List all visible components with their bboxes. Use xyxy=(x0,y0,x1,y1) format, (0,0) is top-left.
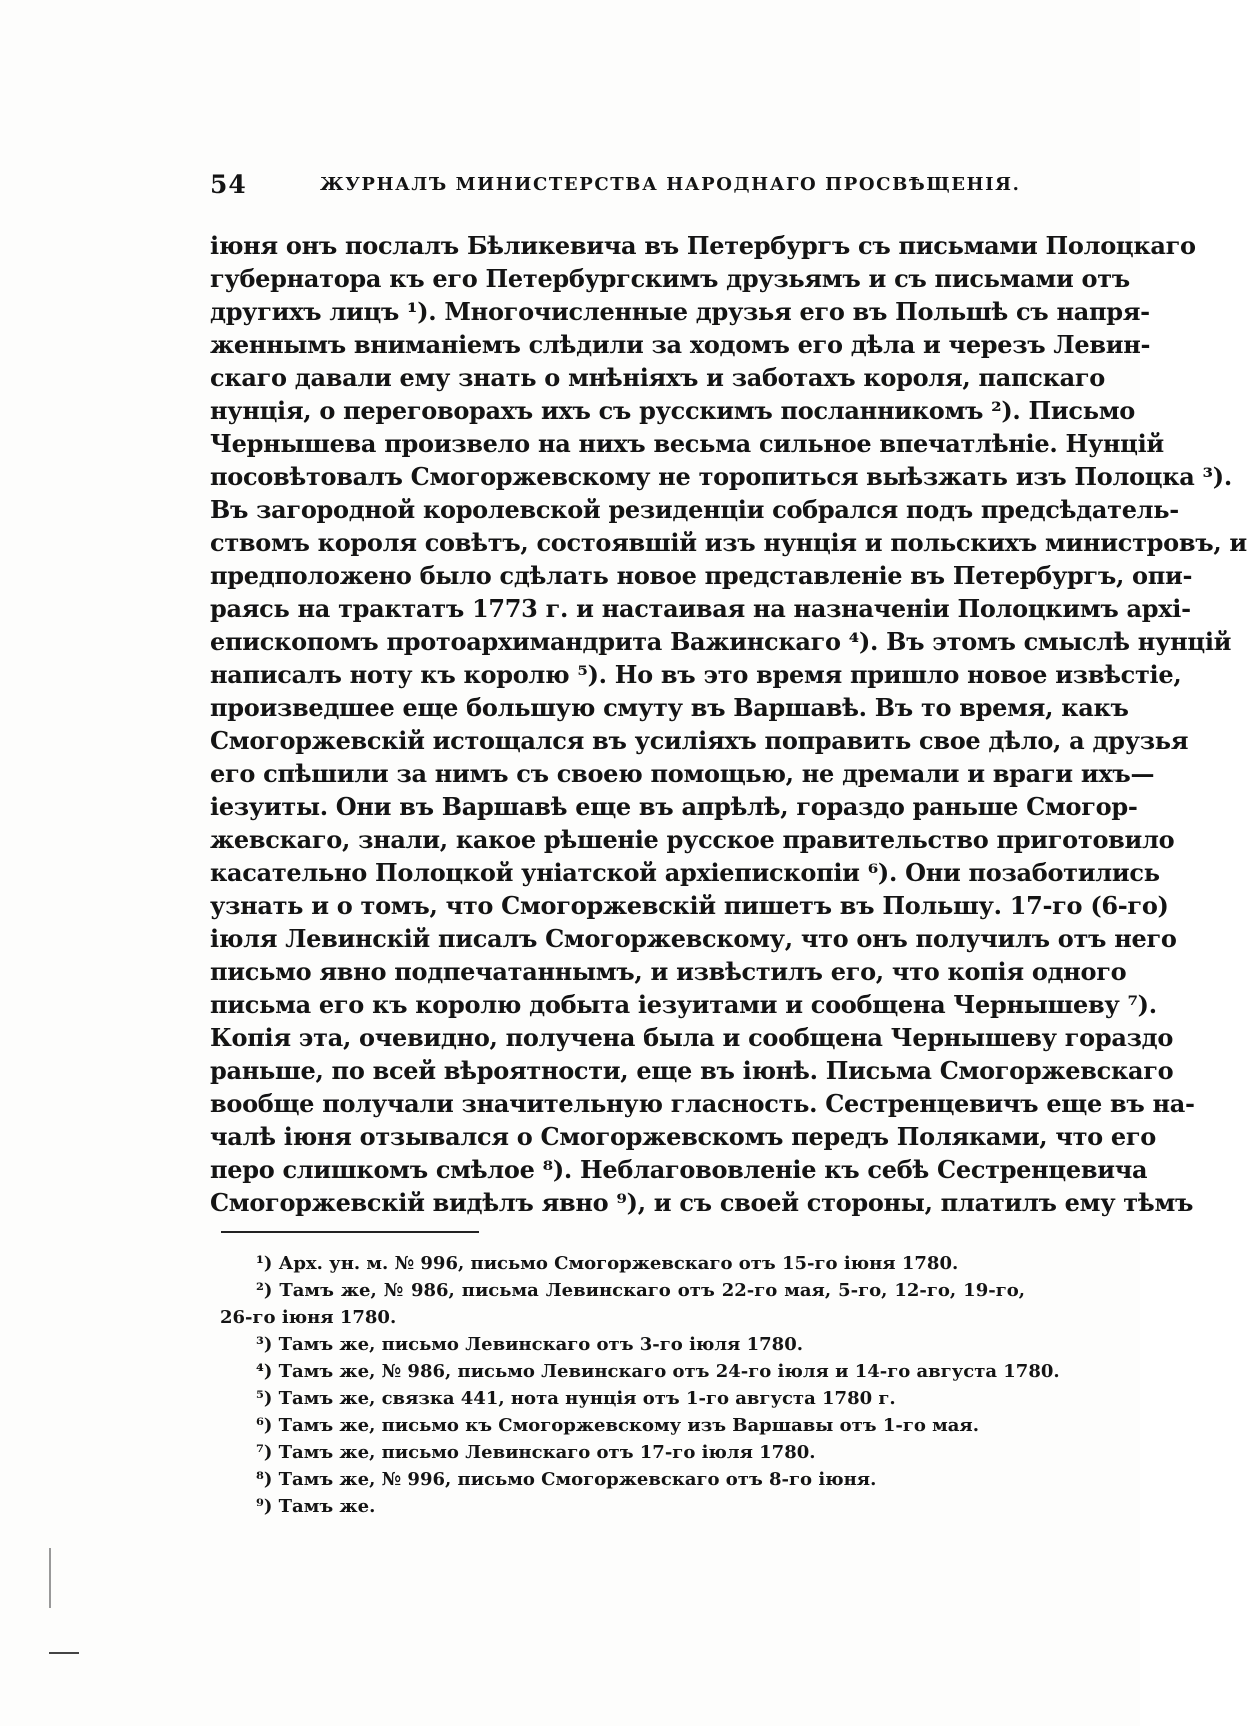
page-number: 54 xyxy=(210,170,247,199)
text-line: предположено было сдѣлать новое представленіе въ Петербургъ, опи- xyxy=(210,561,1193,590)
text-line: ствомъ короля совѣтъ, состоявшій изъ нунція и польскихъ министровъ, и xyxy=(210,528,1247,557)
text-line: Въ загородной королевской резиденціи собрался подъ предсѣдатель- xyxy=(210,495,1179,524)
page-header xyxy=(210,170,1025,206)
footnote-1: ¹) Арх. ун. м. № 996, письмо Смогоржевскаго отъ 15-го іюня 1780. xyxy=(256,1253,959,1274)
text-line: нунція, о переговорахъ ихъ съ русскимъ посланникомъ ²). Письмо xyxy=(210,396,1135,425)
text-line: узнать и о томъ, что Смогоржевскій пишетъ въ Польшу. 17-го (6-го) xyxy=(210,891,1169,920)
footnotes xyxy=(220,1250,1060,1520)
footnote-4: ⁴) Тамъ же, № 986, письмо Левинскаго отъ 24-го іюля и 14-го августа 1780. xyxy=(256,1361,1060,1382)
text-line: перо слишкомъ смѣлое ⁸). Неблагововленіе къ себѣ Сестренцевича xyxy=(210,1155,1148,1184)
footnote-8: ⁸) Тамъ же, № 996, письмо Смогоржевскаго отъ 8-го іюня. xyxy=(256,1469,877,1490)
text-line: чалѣ іюня отзывался о Смогоржевскомъ передъ Поляками, что его xyxy=(210,1122,1157,1151)
text-line: раясь на трактатъ 1773 г. и настаивая на назначеніи Полоцкимъ архі- xyxy=(210,594,1191,623)
text-line: іюля Левинскій писалъ Смогоржевскому, что онъ получилъ отъ него xyxy=(210,924,1177,953)
text-line: Чернышева произвело на нихъ весьма сильное впечатлѣніе. Нунцій xyxy=(210,429,1164,458)
text-line: жевскаго, знали, какое рѣшеніе русское правительство приготовило xyxy=(210,825,1175,854)
footnote-divider xyxy=(221,1231,479,1233)
text-line: касательно Полоцкой уніатской архіепископіи ⁶). Они позаботились xyxy=(210,858,1160,887)
footnote-5: ⁵) Тамъ же, связка 441, нота нунція отъ 1-го августа 1780 г. xyxy=(256,1388,896,1409)
scan-margin-mark xyxy=(49,1548,51,1608)
text-line: Смогоржевскій истощался въ усиліяхъ поправить свое дѣло, а друзья xyxy=(210,726,1189,755)
text-line: епископомъ протоархимандрита Важинскаго ⁴). Въ этомъ смыслѣ нунцій xyxy=(210,627,1232,656)
text-line: Смогоржевскій видѣлъ явно ⁹), и съ своей стороны, платилъ ему тѣмъ xyxy=(210,1188,1194,1217)
scan-margin-mark xyxy=(49,1652,79,1654)
text-line: письма его къ королю добыта іезуитами и сообщена Чернышеву ⁷). xyxy=(210,990,1157,1019)
text-line: написалъ ноту къ королю ⁵). Но въ это время пришло новое извѣстіе, xyxy=(210,660,1182,689)
text-line: женнымъ вниманіемъ слѣдили за ходомъ его дѣла и черезъ Левин- xyxy=(210,330,1151,359)
footnote-2-continuation: 26-го іюня 1780. xyxy=(220,1307,397,1328)
text-line: Копія эта, очевидно, получена была и сообщена Чернышеву гораздо xyxy=(210,1023,1174,1052)
footnote-9: ⁹) Тамъ же. xyxy=(256,1496,376,1517)
text-line: вообще получали значительную гласность. Сестренцевичъ еще въ на- xyxy=(210,1089,1195,1118)
text-line: произведшее еще большую смуту въ Варшавѣ. Въ то время, какъ xyxy=(210,693,1129,722)
text-line: іюня онъ послалъ Бѣликевича въ Петербургъ съ письмами Полоцкаго xyxy=(210,231,1196,260)
footnote-3: ³) Тамъ же, письмо Левинскаго отъ 3-го іюля 1780. xyxy=(256,1334,803,1355)
text-line: его спѣшили за нимъ съ своею помощью, не дремали и враги ихъ— xyxy=(210,759,1155,788)
text-line: другихъ лицъ ¹). Многочисленные друзья его въ Польшѣ съ напря- xyxy=(210,297,1150,326)
running-title: ЖУРНАЛЪ МИНИСТЕРСТВА НАРОДНАГО ПРОСВѢЩЕНІЯ. xyxy=(320,174,1021,195)
text-line: раньше, по всей вѣроятности, еще въ іюнѣ. Письма Смогоржевскаго xyxy=(210,1056,1174,1085)
text-line: посовѣтовалъ Смогоржевскому не торопиться выѣзжать изъ Полоцка ³). xyxy=(210,462,1232,491)
footnote-7: ⁷) Тамъ же, письмо Левинскаго отъ 17-го іюля 1780. xyxy=(256,1442,816,1463)
text-line: губернатора къ его Петербургскимъ друзьямъ и съ письмами отъ xyxy=(210,264,1130,293)
text-line: іезуиты. Они въ Варшавѣ еще въ апрѣлѣ, гораздо раньше Смогор- xyxy=(210,792,1138,821)
footnote-2: ²) Тамъ же, № 986, письма Левинскаго отъ 22-го мая, 5-го, 12-го, 19-го, xyxy=(256,1280,1025,1301)
footnote-6: ⁶) Тамъ же, письмо къ Смогоржевскому изъ Варшавы отъ 1-го мая. xyxy=(256,1415,979,1436)
text-line: скаго давали ему знать о мнѣніяхъ и заботахъ короля, папскаго xyxy=(210,363,1105,392)
main-text xyxy=(210,229,1247,1219)
text-line: письмо явно подпечатаннымъ, и извѣстилъ его, что копія одного xyxy=(210,957,1127,986)
